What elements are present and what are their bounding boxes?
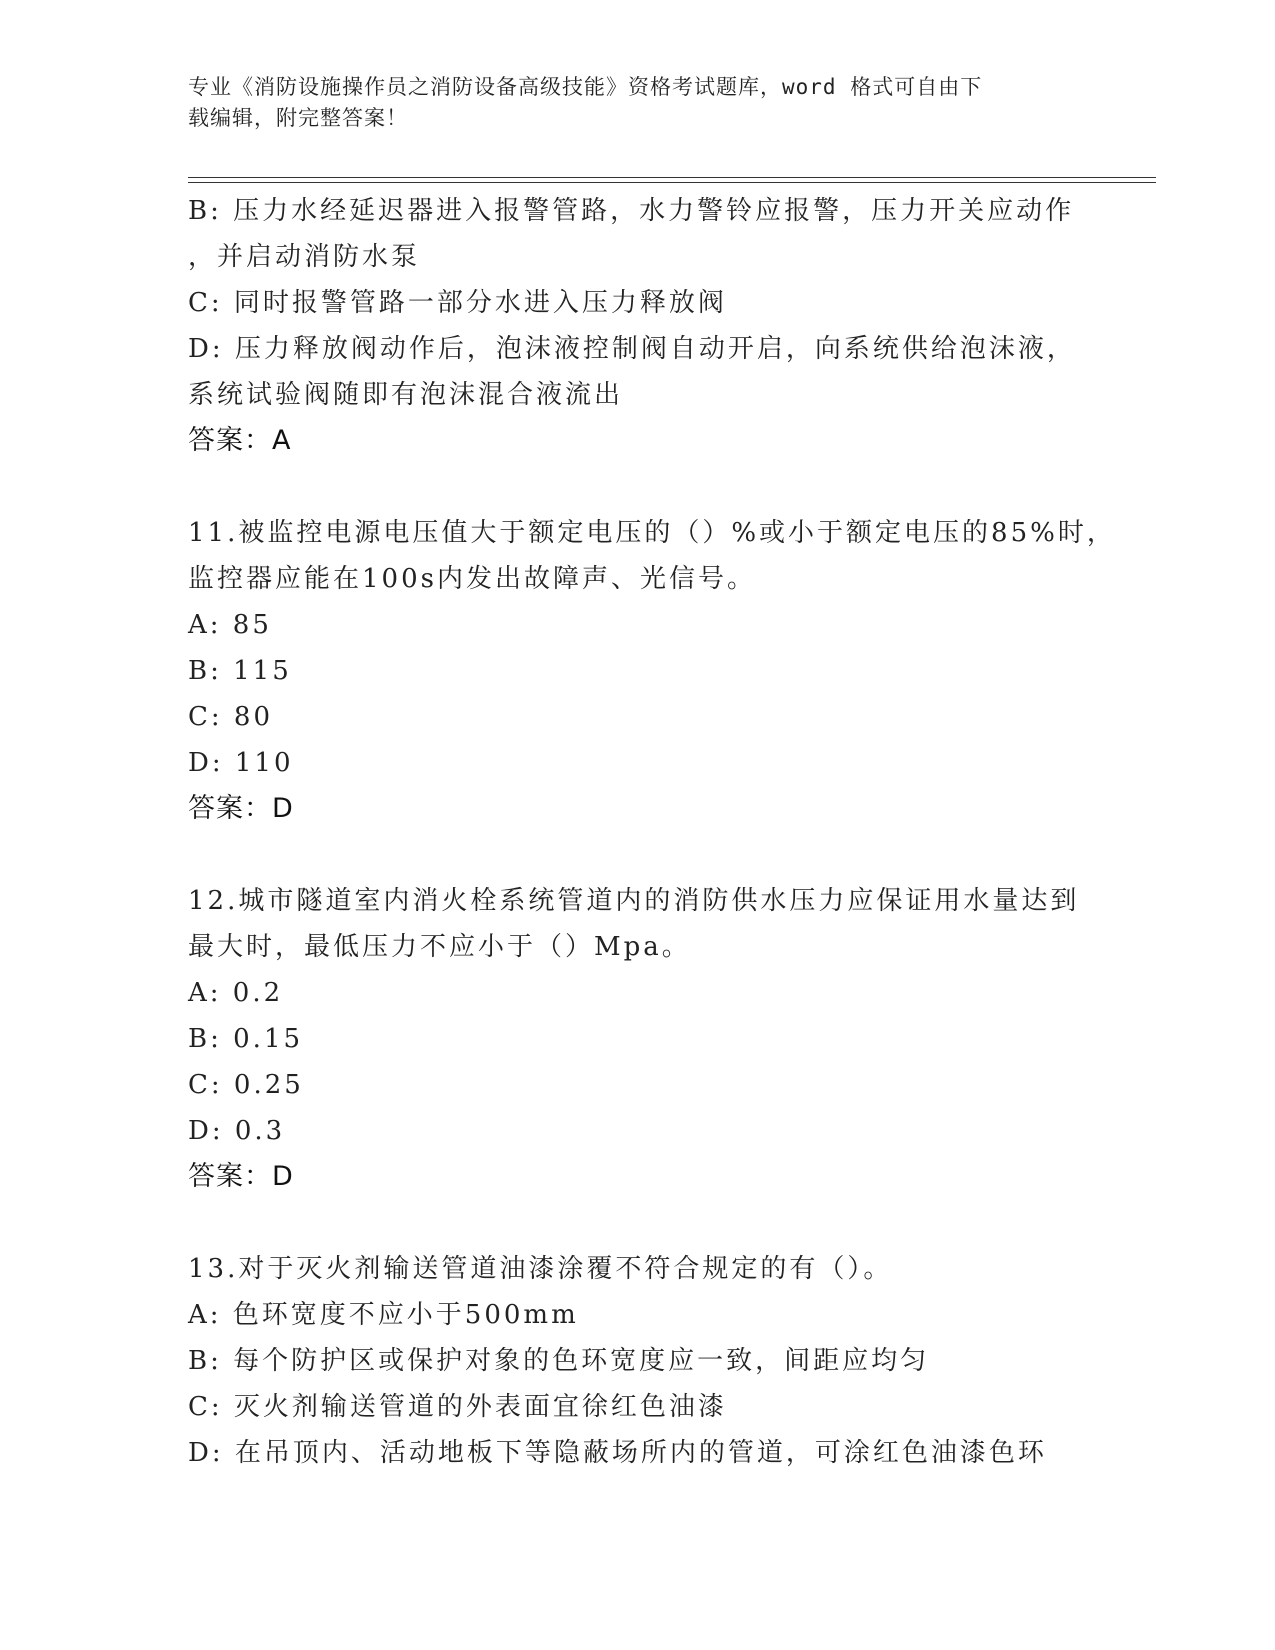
option-c: C: 灭火剂输送管道的外表面宜徐红色油漆 xyxy=(188,1392,727,1422)
spacer xyxy=(188,1200,1088,1246)
header-line-2: 载编辑，附完整答案！ xyxy=(188,106,408,130)
answer: 答案：D xyxy=(188,793,294,824)
option-c: C: 0.25 xyxy=(188,1070,304,1100)
option-a: A: 85 xyxy=(188,610,272,640)
header-rule-bottom xyxy=(188,182,1156,183)
option-b-line-2: ，并启动消防水泵 xyxy=(188,242,421,272)
question-stem: 13.对于灭火剂输送管道油漆涂覆不符合规定的有（）。 xyxy=(188,1254,893,1284)
question-block-12 xyxy=(188,878,1088,1200)
question-stem-line-2: 最大时，最低压力不应小于（）Mpa。 xyxy=(188,932,691,962)
option-d: D: 110 xyxy=(188,748,294,778)
question-block-11 xyxy=(188,510,1116,832)
option-b: B: 0.15 xyxy=(188,1024,304,1054)
option-d: D: 在吊顶内、活动地板下等隐蔽场所内的管道，可涂红色油漆色环 xyxy=(188,1438,1047,1468)
option-d-line-2: 系统试验阀随即有泡沫混合液流出 xyxy=(188,380,624,410)
question-block-13 xyxy=(188,1246,1088,1476)
answer: 答案：A xyxy=(188,425,292,456)
header-rule-top xyxy=(188,177,1156,178)
question-stem-line-1: 12.城市隧道室内消火栓系统管道内的消防供水压力应保证用水量达到 xyxy=(188,886,1080,916)
answer: 答案：D xyxy=(188,1161,294,1192)
option-b: B: 115 xyxy=(188,656,292,686)
header-line-1: 专业《消防设施操作员之消防设备高级技能》资格考试题库，word 格式可自由下 xyxy=(188,75,983,99)
spacer xyxy=(188,832,1088,878)
option-c: C: 80 xyxy=(188,702,274,732)
option-a: A: 色环宽度不应小于500mm xyxy=(188,1300,579,1330)
spacer xyxy=(188,464,1088,510)
document-body xyxy=(188,188,1116,1476)
option-b-line-1: B: 压力水经延迟器进入报警管路，水力警铃应报警，压力开关应动作 xyxy=(188,196,1075,226)
option-d-line-1: D: 压力释放阀动作后，泡沫液控制阀自动开启，向系统供给泡沫液， xyxy=(188,334,1076,364)
document-header xyxy=(188,72,1068,134)
question-stem-line-2: 监控器应能在100s内发出故障声、光信号。 xyxy=(188,564,756,594)
option-a: A: 0.2 xyxy=(188,978,284,1008)
question-stem-line-1: 11.被监控电源电压值大于额定电压的（）%或小于额定电压的85%时， xyxy=(188,518,1116,548)
option-d: D: 0.3 xyxy=(188,1116,286,1146)
option-b: B: 每个防护区或保护对象的色环宽度应一致，间距应均匀 xyxy=(188,1346,930,1376)
question-block-prev xyxy=(188,188,1088,464)
option-c: C: 同时报警管路一部分水进入压力释放阀 xyxy=(188,288,727,318)
